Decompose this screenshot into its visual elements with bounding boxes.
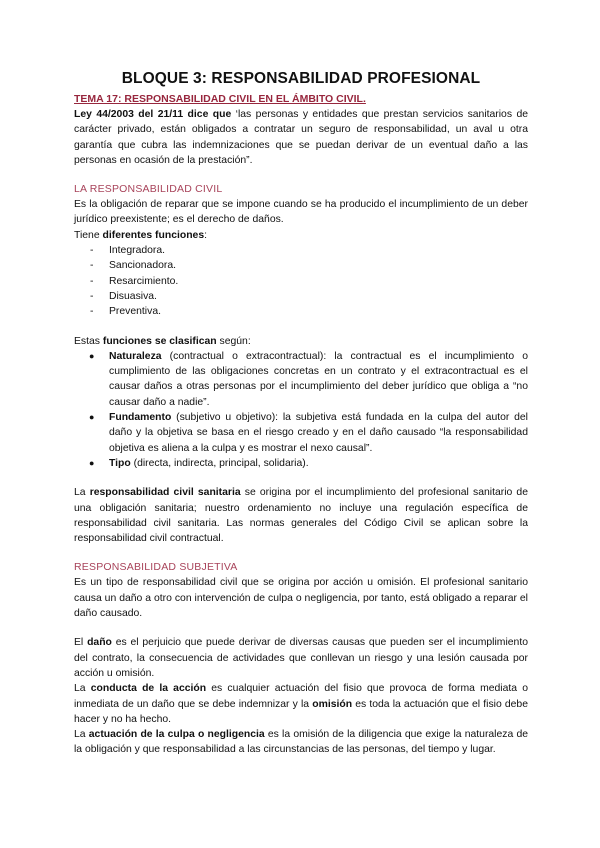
section-heading-subjetiva: RESPONSABILIDAD SUBJETIVA <box>74 561 238 574</box>
document-page <box>74 70 528 758</box>
list-item: ● Fundamento (subjetivo u objetivo): la subjetiva está fundada en la culpa del autor del daño y la objetiva se basa en el riesgo creado y en el daño causado “la responsabilidad objetiva es aliena a la culpa y es mostrar el nexo causal”. <box>89 412 528 454</box>
list-item: - Disuasiva. <box>90 290 157 302</box>
list-item: - Resarcimiento. <box>90 275 179 287</box>
list-item: ● Tipo (directa, indirecta, principal, solidaria). <box>88 456 528 471</box>
sanitaria-paragraph: La responsabilidad civil sanitaria se origina por el incumplimiento del profesional sanitario de una obligación sanitaria; nuestro ordenamiento no incluye una regulación específica de responsabilidad civil sanitaria. Las normas generales del Código Civil se aplican sobre la responsabilidad civil contractual. <box>74 487 528 545</box>
classification-list <box>74 349 528 471</box>
bullet-icon: ● <box>89 350 95 361</box>
conducta-paragraph: La conducta de la acción es cualquier actuación del fisio que provoca de forma mediata o inmediata de un daño que se debe indemnizar y la omisión es toda la actuación que el fisio debe hacer y no ha hecho. <box>74 683 528 725</box>
tema-heading: TEMA 17: RESPONSABILIDAD CIVIL EN EL ÁMBITO CIVIL. <box>74 93 366 105</box>
functions-intro: Tiene diferentes funciones: <box>74 229 208 241</box>
section-heading-civil: LA RESPONSABILIDAD CIVIL <box>74 183 223 196</box>
list-item: - Integradora. <box>90 245 166 257</box>
classify-intro: Estas funciones se clasifican según: <box>74 335 251 347</box>
dano-paragraph: El daño es el perjuicio que puede derivar de diversas causas que pueden ser el incumplimiento del contrato, la consecuencia de actividades que conllevan un riesgo y una lesión causada por acción u omisión. <box>74 637 528 679</box>
list-item: ● Naturaleza (contractual o extracontractual): la contractual es el incumplimiento o cumplimiento de las obligaciones concretas en un contrato y el extracontractual es el causar daños a otras personas por el incumplimiento del deber jurídico que obliga a “no causar daño a nadie”. <box>89 350 528 408</box>
law-paragraph: Ley 44/2003 del 21/11 dice que ‘las personas y entidades que prestan servicios sanitarios de carácter privado, están obligados a contratar un seguro de responsabilidad, un aval u otra garantía que cubra las indemnizaciones que se puedan derivar de un eventual daño a las personas en ocasión de la prestación”. <box>74 109 529 166</box>
subjetiva-definition: Es un tipo de responsabilidad civil que se origina por acción u omisión. El profesional sanitario causa un daño a otro con intervención de culpa o negligencia, por tanto, está obligado a reparar el daño causado. <box>74 577 528 620</box>
law-reference: Ley 44/2003 del 21/11 dice que <box>74 109 232 120</box>
bullet-icon: ● <box>89 412 95 423</box>
list-item: - Sancionadora. <box>90 260 177 272</box>
list-item: - Preventiva. <box>90 306 161 318</box>
civil-definition: Es la obligación de reparar que se impone cuando se ha producido el incumplimiento de un deber jurídico preexistente; es el derecho de daños. <box>74 199 528 226</box>
actuacion-paragraph: La actuación de la culpa o negligencia es la omisión de la diligencia que exige la naturaleza de la obligación y que responsabilidad a las circunstancias de las personas, del tiempo y lugar. <box>74 729 528 756</box>
bullet-icon: ● <box>89 457 95 468</box>
functions-list <box>74 243 528 319</box>
document-title: BLOQUE 3: RESPONSABILIDAD PROFESIONAL <box>121 70 481 87</box>
